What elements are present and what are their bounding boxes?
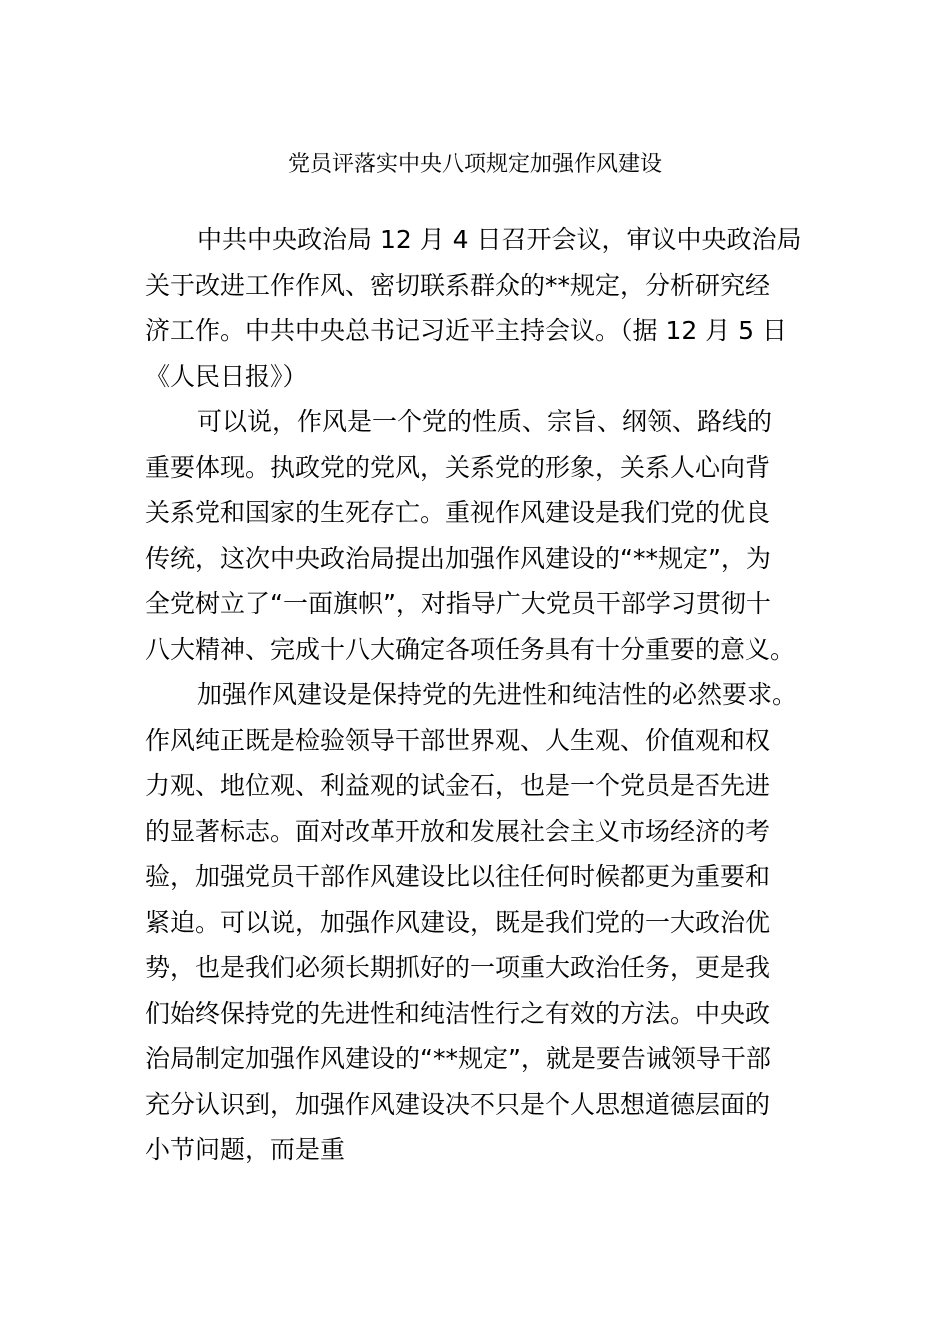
text-line: 关于改进工作作风、密切联系群众的**规定，分析研究经 bbox=[145, 270, 771, 300]
document-body bbox=[145, 217, 810, 1173]
text-line: 们始终保持党的先进性和纯洁性行之有效的方法。中央政 bbox=[145, 998, 771, 1028]
text-line: 八大精神、完成十八大确定各项任务具有十分重要的意义。 bbox=[145, 634, 796, 664]
text-line: 的显著标志。面对改革开放和发展社会主义市场经济的考 bbox=[145, 816, 771, 846]
text-line: 济工作。中共中央总书记习近平主持会议。（据 12 月 5 日 bbox=[145, 316, 788, 345]
paragraph bbox=[145, 217, 810, 399]
text-line: 加强作风建设是保持党的先进性和纯洁性的必然要求。 bbox=[197, 680, 798, 709]
text-line: 力观、地位观、利益观的试金石，也是一个党员是否先进 bbox=[145, 771, 771, 800]
text-line: 充分认识到，加强作风建设决不只是个人思想道德层面的 bbox=[145, 1089, 771, 1119]
text-line: 紧迫。可以说，加强作风建设，既是我们党的一大政治优 bbox=[145, 907, 771, 937]
text-line: 中共中央政治局 12 月 4 日召开会议，审议中央政治局 bbox=[197, 225, 802, 254]
text-line: 《人民日报》） bbox=[145, 361, 308, 391]
text-line: 全党树立了“一面旗帜”，对指导广大党员干部学习贯彻十 bbox=[145, 589, 771, 618]
text-line: 势，也是我们必须长期抓好的一项重大政治任务，更是我 bbox=[145, 953, 771, 982]
text-line: 传统，这次中央政治局提出加强作风建设的“**规定”，为 bbox=[145, 543, 771, 573]
text-line: 治局制定加强作风建设的“**规定”，就是要告诫领导干部 bbox=[145, 1044, 771, 1073]
text-line: 重要体现。执政党的党风，关系党的形象，关系人心向背 bbox=[145, 452, 771, 482]
text-line: 作风纯正既是检验领导干部世界观、人生观、价值观和权 bbox=[145, 725, 771, 755]
text-line: 关系党和国家的生死存亡。重视作风建设是我们党的优良 bbox=[145, 498, 771, 527]
text-line: 可以说，作风是一个党的性质、宗旨、纲领、路线的 bbox=[197, 407, 773, 436]
text-line: 小节问题，而是重 bbox=[145, 1135, 346, 1164]
text-line: 验，加强党员干部作风建设比以往任何时候都更为重要和 bbox=[145, 862, 771, 891]
document-title: 党员评落实中央八项规定加强作风建设 bbox=[287, 152, 662, 177]
paragraph bbox=[145, 399, 810, 672]
paragraph bbox=[145, 672, 810, 1173]
